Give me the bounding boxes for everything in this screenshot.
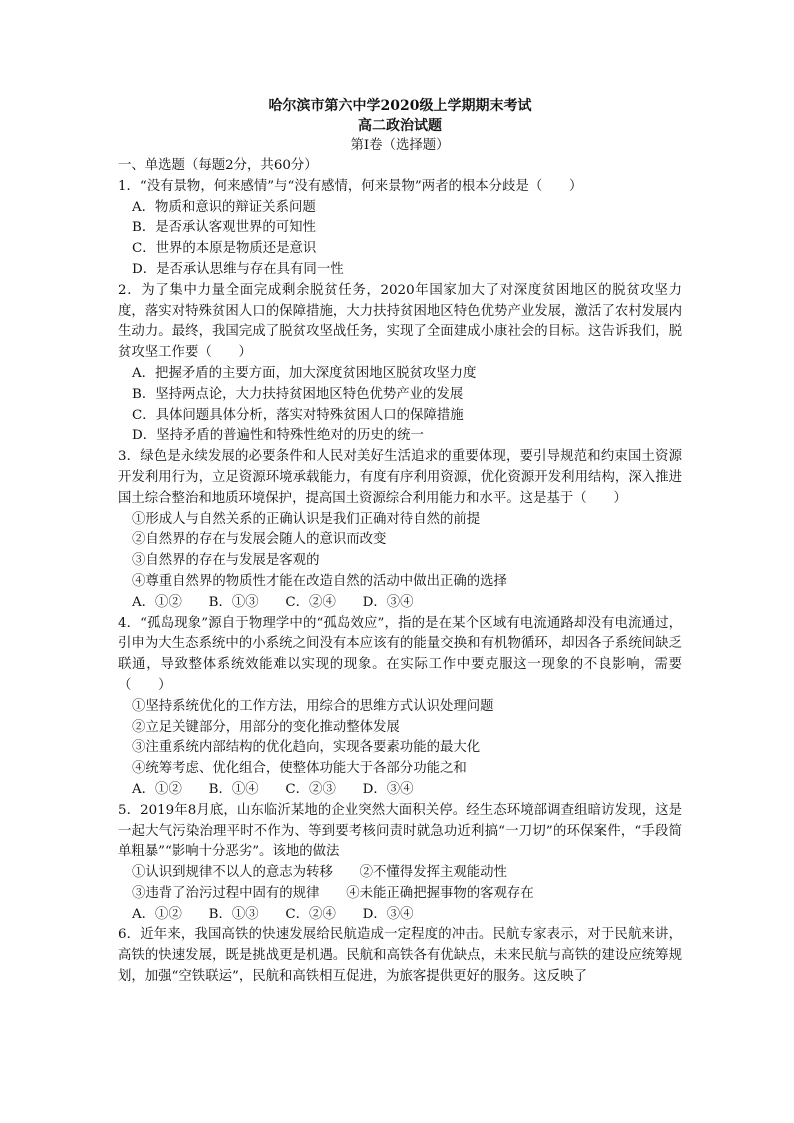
- question-stem: 5．2019年8月底，山东临沂某地的企业突然大面积关停。经生态环境部调查组暗访发现，这是一起大气污染治理平时不作为、等到要考核问责时就急功近利搞“一刀切”的环保案件，“手段简单粗暴”“影响十分恶劣”。该地的做法: [118, 802, 682, 860]
- exam-subtitle: 高二政治试题: [358, 118, 442, 134]
- question-5: [118, 801, 682, 926]
- statement-1: ①坚持系统优化的工作方法，用综合的思维方式认识处理问题: [132, 698, 494, 714]
- statement-1: ①形成人与自然关系的正确认识是我们正确对待自然的前提: [132, 511, 481, 527]
- question-stem: 4．“孤岛现象”源自于物理学中的“孤岛效应”，指的是在某个区域有电流通路却没有电流通过，引申为大生态系统中的小系统之间没有本应该有的能量交换和有机物循环，却因各子系统间缺乏联通，导致整体系统效能难以实现的现象。在实际工作中要克服这一现象的不良影响，需要（ ）: [118, 615, 682, 693]
- exam-title: 哈尔滨市第六中学2020级上学期期末考试: [268, 98, 532, 114]
- option-c: C．世界的本原是物质还是意识: [132, 241, 317, 257]
- statement-3: ③注重系统内部结构的优化趋向，实现各要素功能的最大化: [132, 740, 481, 756]
- statement-2: ②自然界的存在与发展会随人的意识而改变: [132, 532, 387, 548]
- option-a: A．物质和意识的辩证关系问题: [132, 199, 316, 215]
- question-4: [118, 614, 682, 801]
- option-b: B．坚持两点论，大力扶持贫困地区特色优势产业的发展: [132, 386, 464, 402]
- statement-4: ④尊重自然界的物质性才能在改造自然的活动中做出正确的选择: [132, 573, 507, 589]
- option-d: D．是否承认思维与存在具有同一性: [132, 261, 344, 277]
- question-1: [118, 177, 682, 281]
- option-c: C．具体问题具体分析，落实对特殊贫困人口的保障措施: [132, 407, 464, 423]
- exam-volume: 第Ⅰ卷（选择题）: [350, 138, 450, 153]
- option-a: A．把握矛盾的主要方面，加大深度贫困地区脱贫攻坚力度: [132, 365, 477, 381]
- exam-content: [118, 96, 682, 988]
- section-heading: 一、单选题（每题2分，共60分）: [118, 158, 318, 173]
- question-2: [118, 281, 682, 447]
- answer-choices: A．①② B．①③ C．②④ D．③④: [132, 594, 414, 610]
- question-3: [118, 447, 682, 613]
- statement-row-1: ①认识到规律不以人的意志为转移 ②不懂得发挥主观能动性: [132, 865, 507, 881]
- statement-3: ③自然界的存在与发展是客观的: [132, 553, 320, 569]
- answer-choices: A．①② B．①④ C．②③ D．③④: [132, 781, 414, 797]
- option-b: B．是否承认客观世界的可知性: [132, 220, 316, 236]
- question-6: [118, 925, 682, 987]
- question-stem: 1．“没有景物，何来感情”与“没有感情，何来景物”两者的根本分歧是（ ）: [118, 178, 583, 194]
- statement-2: ②立足关键部分，用部分的变化推动整体发展: [132, 719, 400, 735]
- option-d: D．坚持矛盾的普遍性和特殊性绝对的历史的统一: [132, 428, 424, 444]
- answer-choices: A．①② B．①③ C．②④ D．③④: [132, 906, 414, 922]
- question-stem: 6．近年来，我国高铁的快速发展给民航造成一定程度的冲击。民航专家表示，对于民航来讲，高铁的快速发展，既是挑战更是机遇。民航和高铁各有优缺点，未来民航与高铁的建设应统筹规划，加强“空铁联运”，民航和高铁相互促进，为旅客提供更好的服务。这反映了: [118, 927, 682, 985]
- question-stem: 2．为了集中力量全面完成剩余脱贫任务，2020年国家加大了对深度贫困地区的脱贫攻坚力度，落实对特殊贫困人口的保障措施，大力扶持贫困地区特色优势产业发展，激活了农村发展内生动力。最终，我国完成了脱贫攻坚战任务，实现了全面建成小康社会的目标。这告诉我们，脱贫攻坚工作要（ ）: [118, 282, 682, 361]
- statement-4: ④统筹考虑、优化组合，使整体功能大于各部分功能之和: [132, 761, 467, 777]
- statement-row-2: ③违背了治污过程中固有的规律 ④未能正确把握事物的客观存在: [132, 885, 534, 901]
- question-stem: 3．绿色是永续发展的必要条件和人民对美好生活追求的重要体现，要引导规范和约束国土资源开发利用行为，立足资源环境承载能力，有度有序利用资源，优化资源开发利用结构，深入推进国土综合整治和地质环境保护，提高国土资源综合利用能力和水平。这是基于（ ）: [118, 449, 682, 506]
